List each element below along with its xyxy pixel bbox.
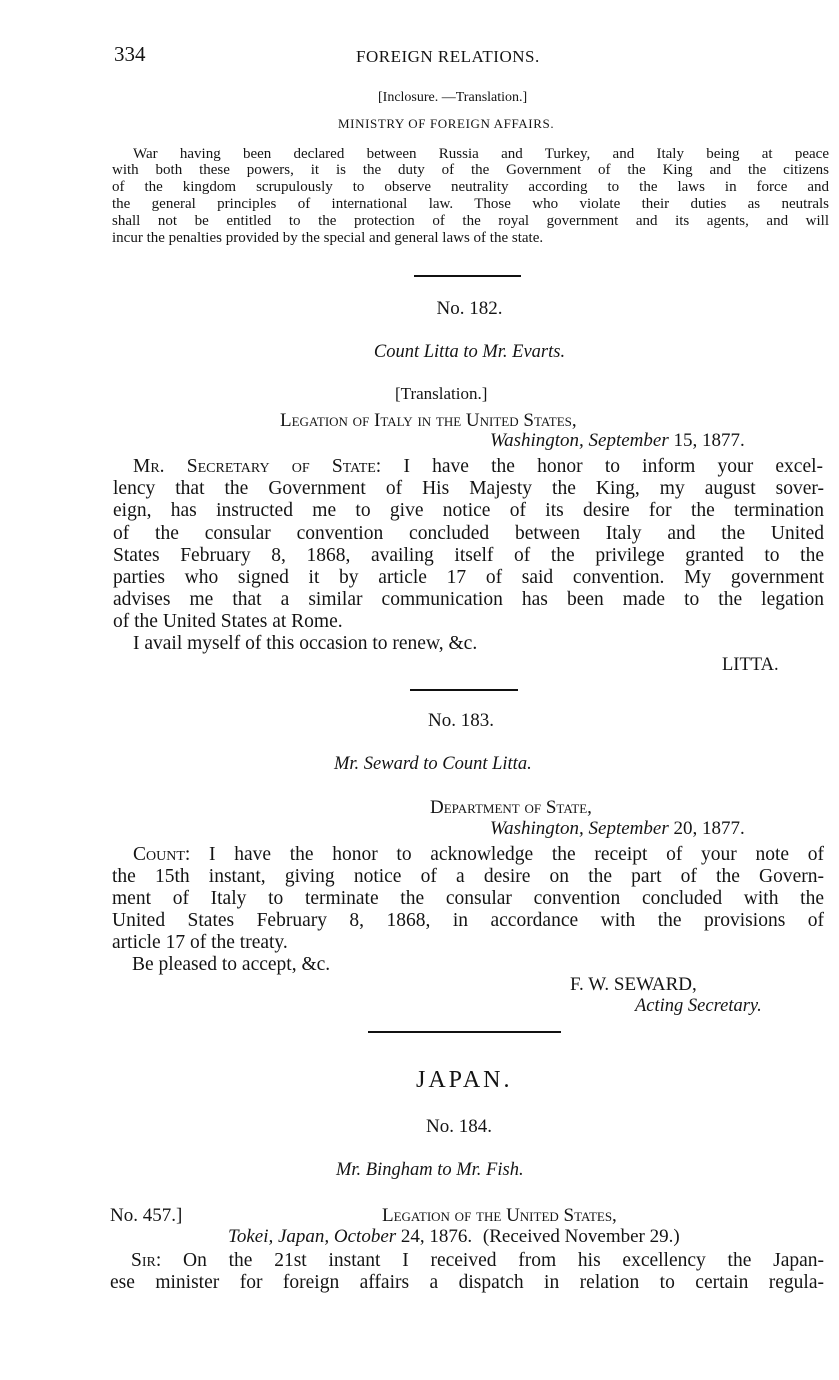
dispatch-number: No. 457.] xyxy=(110,1205,183,1226)
line-text: I have the honor to acknowledge the receipt of your note of xyxy=(209,844,824,865)
body-line xyxy=(131,1250,824,1272)
doc-title: Mr. Bingham to Mr. Fish. xyxy=(336,1160,524,1180)
date-value: 24, 1876. xyxy=(400,1226,473,1247)
section-rule xyxy=(414,275,521,277)
signature: F. W. SEWARD, xyxy=(570,974,697,995)
doc-number: No. 182. xyxy=(436,298,503,319)
body-line: eign, has instructed me to give notice of its desire for the termination xyxy=(113,500,824,521)
date-value: 20, 1877. xyxy=(673,818,745,839)
line-text: I have the honor to inform your excel- xyxy=(403,456,824,477)
line-text: On the 21st instant I received from his excellency the Japan- xyxy=(183,1250,825,1271)
body-line: article 17 of the treaty. xyxy=(112,932,288,953)
letter-date xyxy=(228,1226,680,1248)
doc-title: Mr. Seward to Count Litta. xyxy=(334,754,532,774)
closing-line: Be pleased to accept, &c. xyxy=(132,954,331,975)
body-line: the 15th instant, giving notice of a desire on the part of the Govern- xyxy=(112,866,824,887)
letter-place: Department of State, xyxy=(430,797,592,818)
doc-number: No. 184. xyxy=(426,1116,492,1137)
inclosure-line: with both these powers, it is the duty of the Government of the King and the citizens xyxy=(112,162,829,178)
doc-title: Count Litta to Mr. Evarts. xyxy=(373,342,566,362)
body-line: ment of Italy to terminate the consular convention concluded with the xyxy=(112,888,824,909)
inclosure-line: War having been declared between Russia and Turkey, and Italy being at peace xyxy=(133,146,829,162)
letter-date xyxy=(490,430,745,452)
doc-number: No. 183. xyxy=(428,710,494,731)
body-line: advises me that a similar communication has been made to the legation xyxy=(113,589,824,610)
date-place: Washington, September xyxy=(490,430,669,451)
body-line xyxy=(133,456,823,478)
inclosure-line: the general principles of international law. Those who violate their duties as neutrals xyxy=(112,196,829,212)
body-line: States February 8, 1868, availing itself of the privilege granted to the xyxy=(113,545,824,566)
inclosure-heading: MINISTRY OF FOREIGN AFFAIRS. xyxy=(338,116,555,131)
inclosure-line: of the kingdom scrupulously to observe neutrality according to the laws in force and xyxy=(112,179,829,195)
body-line: United States February 8, 1868, in accordance with the provisions of xyxy=(112,910,824,931)
body-line: of the United States at Rome. xyxy=(113,611,343,632)
date-place: Tokei, Japan, October xyxy=(228,1226,397,1247)
letter-place: Legation of the United States, xyxy=(382,1205,617,1226)
inclosure-note: [Inclosure. —Translation.] xyxy=(378,90,528,105)
page-number: 334 xyxy=(114,42,146,66)
inclosure-line: incur the penalties provided by the special and general laws of the state. xyxy=(112,230,544,246)
salutation: Count: xyxy=(133,844,191,865)
translation-note: [Translation.] xyxy=(395,384,488,403)
date-value: 15, 1877. xyxy=(673,430,745,451)
body-line: ese minister for foreign affairs a dispatch in relation to certain regula- xyxy=(110,1272,824,1293)
signature-title: Acting Secretary. xyxy=(635,996,762,1016)
letter-date xyxy=(490,818,745,840)
body-line: parties who signed it by article 17 of said convention. My government xyxy=(113,567,824,588)
body-line: of the consular convention concluded between Italy and the United xyxy=(113,523,824,544)
closing-line: I avail myself of this occasion to renew, &c. xyxy=(133,633,478,654)
salutation: Sir: xyxy=(131,1250,162,1271)
inclosure-line: shall not be entitled to the protection of the royal government and its agents, and will xyxy=(112,213,829,229)
received-note: (Received November 29.) xyxy=(482,1226,680,1247)
section-rule xyxy=(410,689,518,691)
section-rule xyxy=(368,1031,561,1033)
section-title: JAPAN. xyxy=(416,1067,513,1093)
letter-place: Legation of Italy in the United States, xyxy=(280,410,577,431)
body-line: lency that the Government of His Majesty the King, my august sover- xyxy=(113,478,824,499)
body-line xyxy=(133,844,824,866)
salutation: Mr. Secretary of State: xyxy=(133,456,382,477)
date-place: Washington, September xyxy=(490,818,669,839)
signature: LITTA. xyxy=(722,655,779,675)
running-title: FOREIGN RELATIONS. xyxy=(356,47,540,66)
